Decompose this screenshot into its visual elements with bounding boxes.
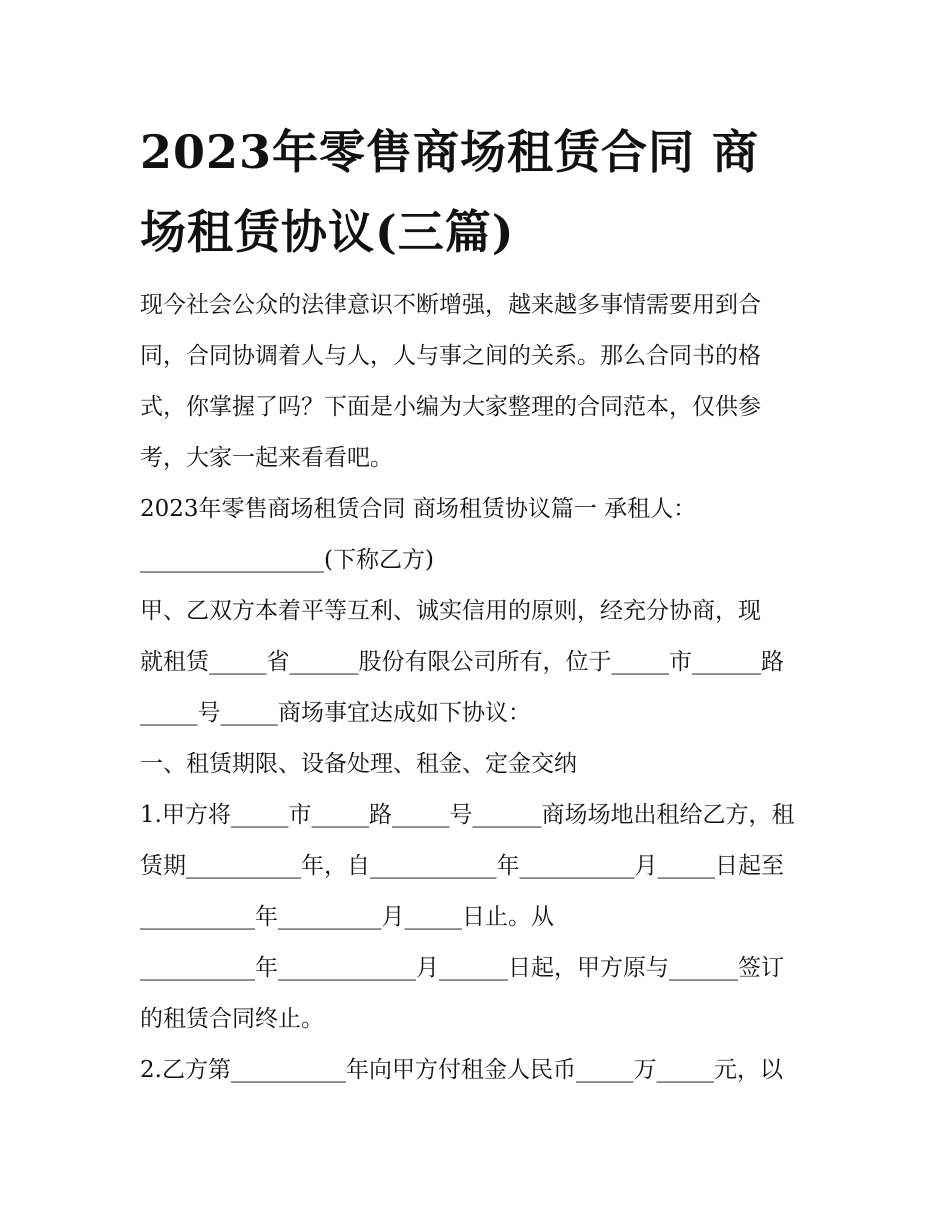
clause-1-line-2: 赁期__________年，自___________年__________月_____日起至 [140, 853, 784, 879]
section-heading-1: 一、租赁期限、设备处理、租金、定金交纳 [140, 751, 577, 777]
clause-1-line-1: 1.甲方将_____市_____路_____号______商场场地出租给乙方，租 [140, 802, 795, 828]
intro-line-4: 考，大家一起来看看吧。 [140, 445, 393, 471]
document-title [140, 112, 820, 272]
intro-line-2: 同，合同协调着人与人，人与事之间的关系。那么合同书的格 [140, 343, 761, 369]
clause-1-line-4: __________年____________月______日起，甲方原与______签订 [140, 955, 784, 981]
agreement-line-2: 就租赁_____省______股份有限公司所有，位于_____市______路 [140, 649, 784, 675]
agreement-line-1: 甲、乙双方本着平等互利、诚实信用的原则，经充分协商，现 [140, 598, 761, 624]
intro-paragraph [140, 280, 820, 484]
lessee-blank-line: ________________(下称乙方) [140, 547, 434, 573]
clause-2-line-1: 2.乙方第__________年向甲方付租金人民币_____万_____元，以 [140, 1057, 783, 1083]
intro-line-1: 现今社会公众的法律意识不断增强，越来越多事情需要用到合 [140, 292, 761, 318]
document-page [140, 112, 820, 1096]
clause-1-line-5: 的租赁合同终止。 [140, 1006, 324, 1032]
clause-1-line-3: __________年_________月_____日止。从 [140, 904, 554, 930]
title-line-2: 场租赁协议(三篇) [140, 205, 515, 259]
title-line-1: 2023年零售商场租赁合同 商 [140, 125, 760, 179]
intro-line-3: 式，你掌握了吗？下面是小编为大家整理的合同范本，仅供参 [140, 394, 761, 420]
agreement-line-3: _____号_____商场事宜达成如下协议： [140, 700, 531, 726]
contract-heading-line: 2023年零售商场租赁合同 商场租赁协议篇一 承租人： [140, 496, 697, 522]
